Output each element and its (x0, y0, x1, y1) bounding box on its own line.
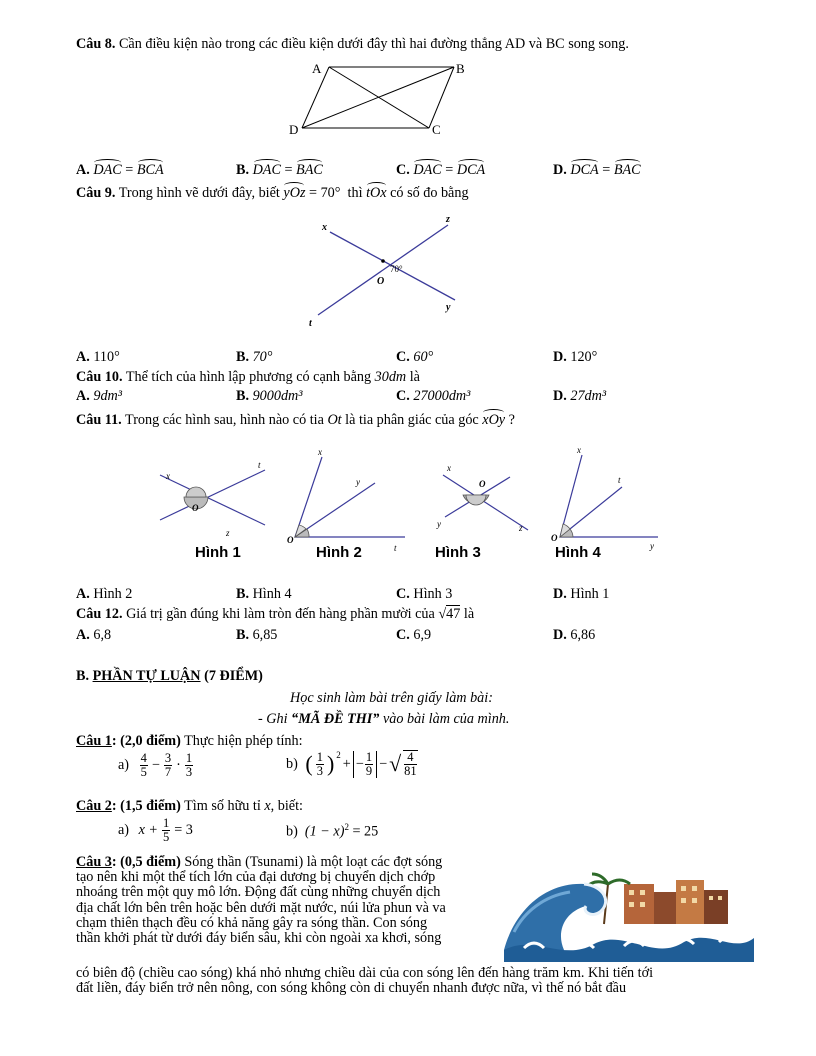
c3-text: Sóng thần (Tsunami) là một loạt các đợt sóng (184, 854, 443, 870)
exponent: 2 (344, 822, 349, 832)
q9-option-a[interactable] (76, 349, 120, 365)
option-value: 60° (413, 349, 434, 365)
c3-line: nhoáng trên một quy mô lớn. Động đất cùng những chuyển dịch (76, 884, 441, 901)
q11-figure-3-caption: Hình 3 (435, 544, 481, 561)
c1-heading (76, 733, 303, 749)
denominator: 7 (164, 765, 172, 780)
q8-label-b: B (456, 61, 465, 76)
q9-angle-label: 70° (390, 264, 403, 274)
q9-question (76, 185, 469, 201)
c3-line: địa chất lớn bên trên hoặc bên dưới mặt nước, núi lửa phun và va (76, 899, 446, 916)
part-b-points: (7 ĐIỂM) (204, 668, 263, 684)
q9-label-o: O (377, 276, 385, 287)
q8-parallelogram-figure (284, 60, 474, 140)
c2-text: Tìm số hữu tỉ (184, 798, 261, 814)
c3-line: đất liền, đáy biển trở nên nông, con sóng không còn di chuyển nhanh được nữa, vì thế nó bắt đầu (76, 980, 627, 997)
operator: · (176, 757, 181, 774)
q8-option-b[interactable]: B. DAC = BAC (236, 162, 323, 178)
q11-figure-3 (436, 463, 528, 533)
q12-text: là (463, 606, 475, 622)
part-label: a) (118, 757, 130, 774)
q8-text: Cần điều kiện nào trong các điều kiện dưới đây thì hai đường thẳng AD và BC song song. (118, 36, 629, 52)
numerator: 4 (140, 751, 147, 765)
option-key: D. (553, 627, 567, 643)
c1-part-b (286, 750, 418, 778)
c1-points: : (2,0 điểm) (111, 733, 181, 749)
fig-label: x (577, 445, 581, 455)
part-b-prefix: B. (76, 668, 90, 684)
fig-label: z (226, 528, 230, 538)
angle: DAC (252, 162, 281, 178)
option-key: D. (553, 586, 567, 602)
c3-line: chạm thiên thạch đều có khả năng gây ra sóng thần. Con sóng (76, 914, 428, 931)
fig-label: x (166, 471, 170, 481)
q9-text: thì (347, 185, 363, 201)
q11-option-c[interactable] (396, 586, 452, 602)
q11-text: ? (508, 412, 515, 428)
numerator: 1 (185, 751, 193, 765)
q10-question (76, 369, 420, 385)
note-text: vào bài làm của mình. (382, 711, 510, 727)
option-value: Hình 1 (570, 586, 610, 602)
numerator: 1 (316, 749, 323, 764)
option-value: Hình 3 (413, 586, 453, 602)
q12-option-b[interactable] (236, 627, 277, 643)
option-key: C. (396, 388, 410, 404)
exponent: 2 (336, 750, 341, 760)
angle: BAC (613, 162, 641, 178)
q11-question (76, 412, 515, 428)
angle: yOz (283, 185, 306, 201)
q9-number: Câu 9. (76, 185, 116, 201)
option-key: D. (553, 162, 567, 178)
option-key: B. (236, 388, 250, 404)
q11-option-d[interactable] (553, 586, 609, 602)
q9-label-z: z (446, 214, 450, 225)
fig-label: x (447, 463, 451, 473)
operator: − (379, 755, 388, 772)
c2-points: : (1,5 điểm) (111, 798, 181, 814)
option-value: Hình 2 (93, 586, 133, 602)
q8-question (76, 36, 629, 52)
fig-label: t (394, 543, 397, 553)
sqrt-radicand (403, 750, 418, 778)
part-label: a) (118, 822, 130, 839)
q11-figure-2 (287, 447, 405, 553)
q12-option-c[interactable] (396, 627, 431, 643)
q10-text: Thể tích của hình lập phương có cạnh bằng (125, 369, 372, 385)
fraction (365, 751, 373, 778)
c2-number: Câu 2 (76, 798, 112, 814)
option-value: Hình 4 (252, 586, 292, 602)
fig-label: O (287, 535, 294, 545)
q9-text: Trong hình vẽ dưới đây, biết (118, 185, 280, 201)
option-key: D. (553, 388, 567, 404)
numerator: 3 (164, 751, 172, 765)
option-key: D. (553, 349, 567, 365)
q9-text: có số đo bằng (390, 185, 469, 201)
part-b-title: PHẦN TỰ LUẬN (92, 668, 201, 684)
q9-intersecting-lines-figure (300, 210, 470, 335)
fig-label: O (479, 479, 486, 489)
q12-text: Giá trị gần đúng khi làm tròn đến hàng phần mười của (126, 606, 435, 622)
absolute-value: − $\frac{1}{9}$ (353, 751, 377, 778)
q10-option-d[interactable] (553, 388, 606, 404)
sqrt-symbol: √ (438, 606, 447, 622)
option-key: A. (76, 627, 90, 643)
part-label: b) (286, 755, 298, 772)
fraction (162, 817, 170, 844)
note-text: - Ghi (258, 711, 288, 727)
option-key: C. (396, 627, 410, 643)
part-label: b) (286, 823, 298, 840)
q9-option-c[interactable] (396, 349, 433, 365)
c1-text: Thực hiện phép tính: (184, 733, 303, 749)
q11-figure-4-caption: Hình 4 (555, 544, 601, 561)
expression: = 3 (174, 822, 193, 839)
q12-option-a[interactable] (76, 627, 111, 643)
option-key: B. (236, 162, 250, 178)
q9-label-x: x (322, 222, 327, 233)
expression: (1 − x) (304, 823, 345, 840)
angle: BAC (296, 162, 323, 178)
angle: DAC (413, 162, 442, 178)
fraction (185, 752, 193, 779)
option-value: 6,85 (252, 627, 278, 643)
fraction (164, 752, 172, 779)
option-value: 70° (252, 349, 273, 365)
option-value: 6,8 (93, 627, 112, 643)
note-bold: “MÃ ĐỀ THI” (291, 711, 380, 727)
fig-label: x (318, 447, 322, 457)
fraction (404, 751, 417, 778)
q11-option-a[interactable] (76, 586, 132, 602)
operator: + (342, 755, 351, 772)
denominator: 3 (316, 763, 323, 778)
q10-edge: 30dm (374, 369, 407, 385)
q12-option-d[interactable] (553, 627, 595, 643)
q10-text: là (409, 369, 420, 385)
q8-label-d: D (289, 122, 299, 137)
q10-option-b[interactable] (236, 388, 303, 404)
option-key: A. (76, 162, 90, 178)
option-value: 6,86 (570, 627, 596, 643)
q12-radicand: 47 (446, 606, 461, 622)
q8-label-c: C (432, 122, 441, 137)
expression: = 25 (352, 823, 379, 840)
q8-option-a[interactable]: A. DAC = BCA (76, 162, 164, 178)
option-key: C. (396, 349, 410, 365)
c3-points: : (0,5 điểm) (111, 854, 181, 870)
c3-line: thần khởi phát từ dưới đáy biển sâu, khi còn ngoài xa khơi, sóng (76, 930, 442, 947)
c3-number: Câu 3 (76, 854, 112, 870)
fig-label: t (618, 475, 621, 485)
angle: DCA (456, 162, 486, 178)
fig-label: y (650, 541, 654, 551)
angle: DCA (570, 162, 599, 178)
c2-variable: x (264, 798, 271, 814)
option-value: 27000dm³ (413, 388, 471, 404)
option-value: 6,9 (413, 627, 432, 643)
option-key: A. (76, 388, 90, 404)
c2-heading (76, 798, 303, 814)
fig-label: y (437, 519, 441, 529)
fig-label: O (551, 533, 558, 543)
c1-number: Câu 1 (76, 733, 112, 749)
c2-text: , biết: (270, 798, 303, 814)
q8-option-d[interactable]: D. DCA = BAC (553, 162, 641, 178)
angle: BCA (136, 162, 164, 178)
angle: tOx (366, 185, 387, 201)
q9-label-t: t (309, 318, 312, 329)
q8-number: Câu 8. (76, 36, 116, 52)
q12-question (76, 606, 474, 622)
c2-part-a (118, 817, 193, 844)
c1-part-a (118, 752, 194, 779)
fraction (140, 752, 148, 779)
denominator: 5 (163, 830, 170, 845)
option-value: 27dm³ (570, 388, 607, 404)
q8-label-a: A (312, 61, 322, 76)
q12-number: Câu 12. (76, 606, 123, 622)
q9-option-b[interactable] (236, 349, 272, 365)
q11-number: Câu 11. (76, 412, 122, 428)
fig-label: y (356, 477, 360, 487)
c3-line (76, 855, 496, 870)
q10-option-a[interactable] (76, 388, 122, 404)
option-key: C. (396, 586, 410, 602)
angle: xOy (482, 412, 506, 428)
option-value: 9000dm³ (252, 388, 303, 404)
c3-line: tạo nên khi một thể tích lớn của đại dương bị chuyển dịch chớp (76, 869, 436, 886)
part-b-note-2 (258, 711, 509, 727)
option-value: 9dm³ (93, 388, 123, 404)
c3-line: có biên độ (chiều cao sóng) khá nhỏ nhưng chiều dài của con sóng lên đến hàng trăm km. Khi tiến tới (76, 965, 654, 981)
expression: x + (138, 822, 158, 839)
q11-figure-1 (160, 460, 265, 538)
q9-option-d[interactable] (553, 349, 597, 365)
paren: ) (326, 751, 335, 777)
q11-ray: Ot (327, 412, 342, 428)
operator: − (151, 757, 160, 774)
fraction (316, 751, 324, 778)
q9-eq: = 70° (309, 185, 341, 201)
denominator: 5 (140, 765, 147, 780)
q11-figure-4 (551, 445, 658, 551)
option-key: B. (236, 627, 250, 643)
option-value: 110° (93, 349, 120, 365)
q9-label-y: y (446, 302, 451, 313)
option-key: B. (236, 349, 250, 365)
q11-text: là tia phân giác của góc (345, 412, 479, 428)
option-key: C. (396, 162, 410, 178)
fig-label: t (258, 460, 261, 470)
denominator: 81 (404, 764, 417, 779)
denominator: 3 (185, 765, 193, 780)
tsunami-illustration (504, 862, 754, 962)
part-b-note-1: Học sinh làm bài trên giấy làm bài: (290, 690, 493, 706)
sqrt-symbol: √ (389, 751, 402, 777)
part-b-heading (76, 668, 263, 684)
option-key: A. (76, 586, 90, 602)
numerator: 4 (404, 751, 417, 765)
option-key: A. (76, 349, 90, 365)
option-key: B. (236, 586, 250, 602)
fig-label: O (192, 503, 199, 513)
numerator: 1 (365, 749, 373, 764)
paren: ( (305, 751, 313, 777)
q10-number: Câu 10. (76, 369, 123, 385)
c3-paragraph-top (76, 855, 496, 946)
q11-text: Trong các hình sau, hình nào có tia (125, 412, 324, 428)
numerator: 1 (163, 816, 170, 830)
fig-label: z (519, 523, 523, 533)
c3-paragraph-bottom (76, 966, 746, 996)
option-value: 120° (570, 349, 598, 365)
q10-option-c[interactable] (396, 388, 470, 404)
angle: DAC (93, 162, 122, 178)
q11-figure-2-caption: Hình 2 (316, 544, 362, 561)
q8-option-c[interactable]: C. DAC = DCA (396, 162, 486, 178)
c2-part-b (286, 822, 378, 840)
denominator: 9 (365, 763, 373, 778)
q11-option-b[interactable] (236, 586, 292, 602)
q11-figure-1-caption: Hình 1 (195, 544, 241, 561)
